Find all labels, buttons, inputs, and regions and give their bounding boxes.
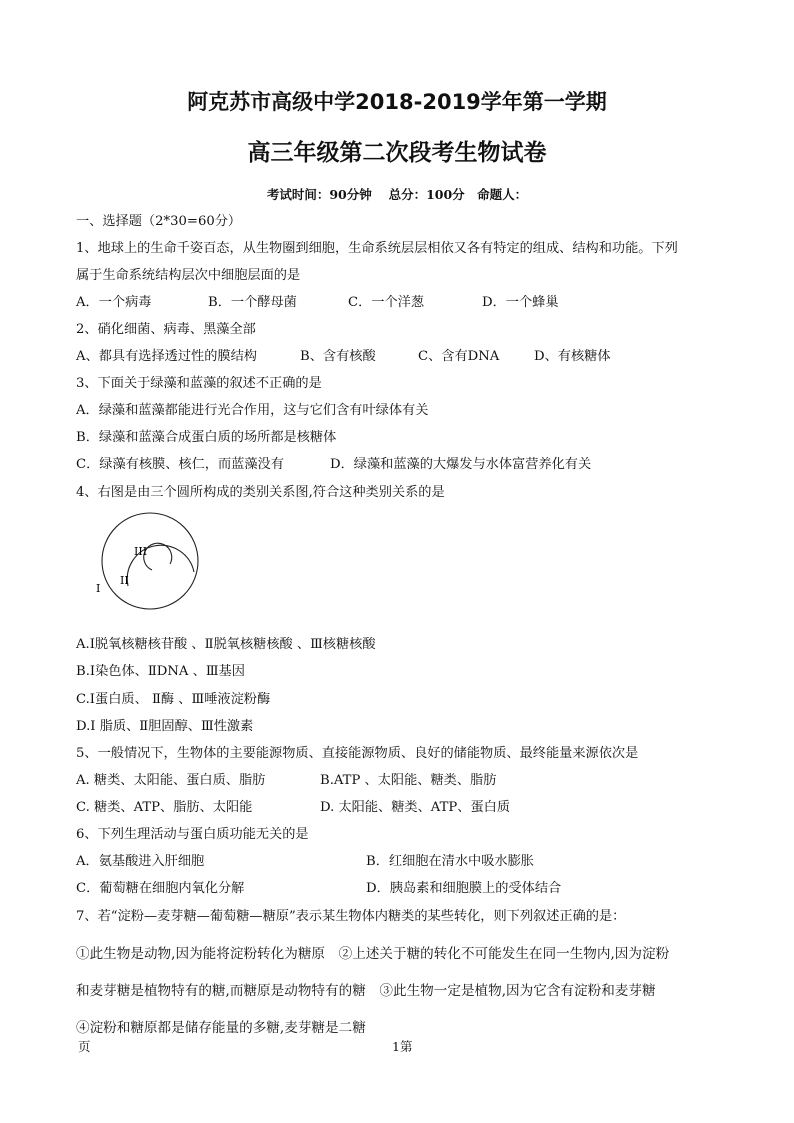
q6-option-a: A．氨基酸进入肝细胞 bbox=[76, 854, 205, 869]
q1-option-c: C．一个洋葱 bbox=[348, 295, 425, 310]
q2-option-c: C、含有DNA bbox=[418, 349, 500, 364]
q3-option-a: A．绿藻和蓝藻都能进行光合作用，这与它们含有叶绿体有关 bbox=[76, 403, 429, 418]
q5-option-a: A. 糖类、太阳能、蛋白质、脂肪 bbox=[76, 773, 266, 788]
q2-option-a: A、都具有选择透过性的膜结构 bbox=[76, 349, 257, 364]
section-heading: 一、选择题（2*30=60分） bbox=[76, 214, 242, 229]
q3-option-c: C．绿藻有核膜、核仁，而蓝藻没有 bbox=[76, 457, 284, 472]
q2-option-b: B、含有核酸 bbox=[300, 349, 376, 364]
q3-option-d: D．绿藻和蓝藻的大爆发与水体富营养化有关 bbox=[330, 457, 592, 472]
q5-stem: 5、一般情况下，生物体的主要能源物质、直接能源物质、良好的储能物质、最终能量来源依次是 bbox=[76, 746, 639, 761]
q4-option-c: C.Ⅰ蛋白质、 Ⅱ酶 、Ⅲ唾液淀粉酶 bbox=[76, 692, 271, 707]
page-number: 1第 bbox=[392, 1039, 413, 1054]
q4-option-b: B.Ⅰ染色体、ⅡDNA 、Ⅲ基因 bbox=[76, 664, 245, 679]
circle-outer bbox=[102, 513, 198, 609]
q5-option-d: D. 太阳能、糖类、ATP、蛋白质 bbox=[320, 800, 511, 815]
exam-subtitle: 高三年级第二次段考生物试卷 bbox=[247, 140, 547, 166]
q2-stem: 2、硝化细菌、病毒、黑藻全部 bbox=[76, 322, 256, 337]
q3-option-b: B．绿藻和蓝藻合成蛋白质的场所都是核糖体 bbox=[76, 430, 337, 445]
q4-option-a: A.Ⅰ脱氧核糖核苷酸 、Ⅱ脱氧核糖核酸 、Ⅲ核糖核酸 bbox=[76, 637, 376, 652]
q6-option-d: D．胰岛素和细胞膜上的受体结合 bbox=[366, 881, 562, 896]
footer-left: 页 bbox=[78, 1039, 91, 1054]
q6-stem: 6、下列生理活动与蛋白质功能无关的是 bbox=[76, 827, 309, 842]
q7-stem: 7、若“淀粉—麦芽糖—葡萄糖—糖原”表示某生物体内糖类的某些转化，则下列叙述正确的是： bbox=[76, 909, 626, 924]
exam-title: 阿克苏市高级中学2018-2019学年第一学期 bbox=[187, 90, 607, 114]
exam-info: 考试时间：90分钟 总分：100分 命题人： bbox=[266, 187, 528, 202]
q3-stem: 3、下面关于绿藻和蓝藻的叙述不正确的是 bbox=[76, 376, 322, 391]
q5-option-c: C. 糖类、ATP、脂肪、太阳能 bbox=[76, 800, 253, 815]
q1-option-a: A．一个病毒 bbox=[76, 295, 152, 310]
label-iii: III bbox=[134, 545, 148, 558]
q1-stem-line2: 属于生命系统结构层次中细胞层面的是 bbox=[76, 268, 301, 283]
q2-option-d: D、有核糖体 bbox=[534, 349, 611, 364]
q7-statement-line1: ①此生物是动物,因为能将淀粉转化为糖原 ②上述关于糖的转化不可能发生在同一生物内,因为淀粉 bbox=[76, 946, 670, 962]
q4-option-d: D.Ⅰ 脂质、Ⅱ胆固醇、Ⅲ性激素 bbox=[76, 719, 254, 734]
q7-statement-line2: 和麦芽糖是植物特有的糖,而糖原是动物特有的糖 ③此生物一定是植物,因为它含有淀粉和麦芽糖 bbox=[76, 983, 656, 999]
q1-option-d: D．一个蜂巢 bbox=[482, 295, 559, 310]
q1-option-b: B．一个酵母菌 bbox=[208, 295, 297, 310]
q4-stem: 4、右图是由三个圆所构成的类别关系图,符合这种类别关系的是 bbox=[76, 485, 445, 500]
label-i: I bbox=[96, 582, 101, 595]
label-ii: II bbox=[120, 574, 129, 587]
q6-option-b: B．红细胞在清水中吸水膨胀 bbox=[366, 854, 534, 869]
q4-category-diagram bbox=[76, 512, 226, 612]
q5-option-b: B.ATP 、太阳能、糖类、脂肪 bbox=[320, 773, 497, 788]
q1-stem-line1: 1、地球上的生命千姿百态，从生物圈到细胞，生命系统层层相依又各有特定的组成、结构和功能。下列 bbox=[76, 241, 678, 256]
arc-inner bbox=[144, 543, 172, 570]
q6-option-c: C．葡萄糖在细胞内氧化分解 bbox=[76, 881, 245, 896]
q7-statement-line3: ④淀粉和糖原都是储存能量的多糖,麦芽糖是二糖 bbox=[76, 1020, 366, 1036]
